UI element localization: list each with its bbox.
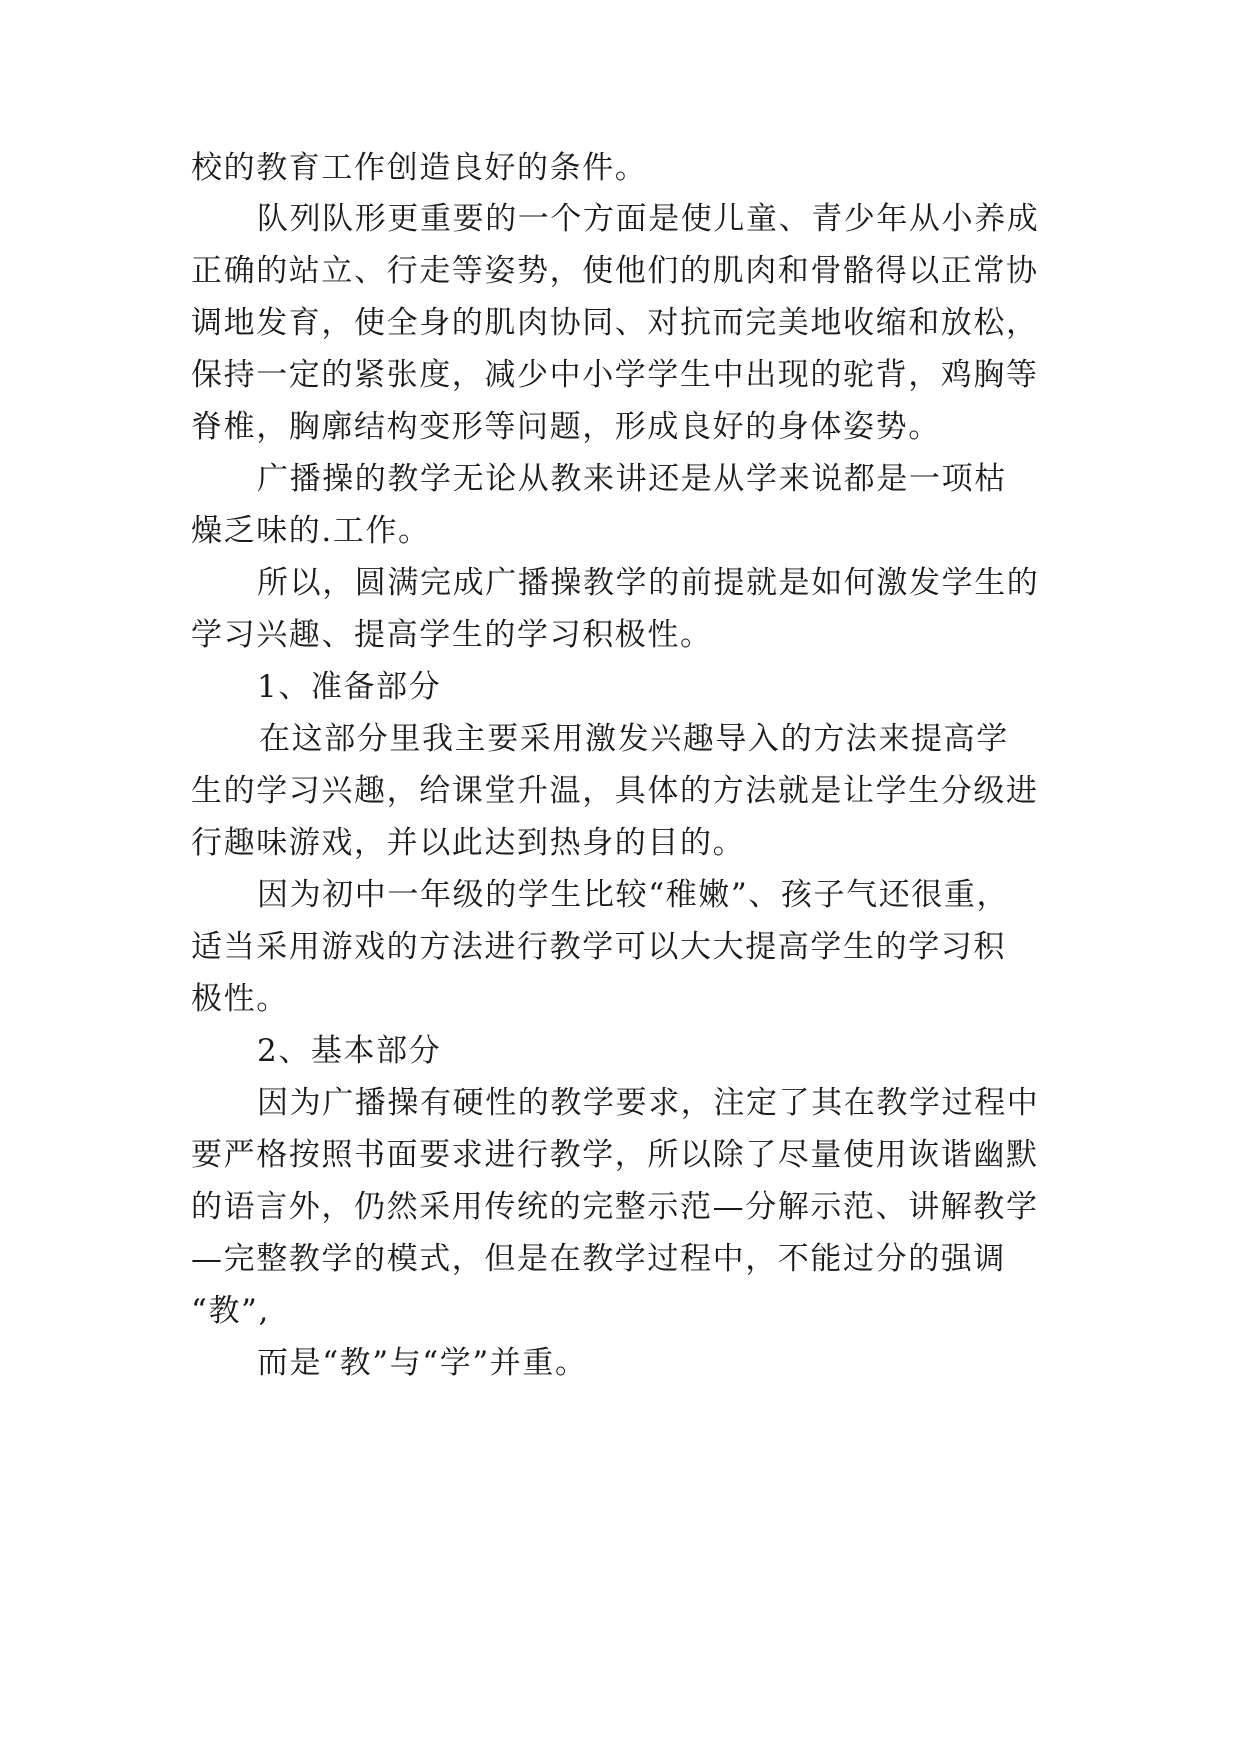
text-line: 保持一定的紧张度，减少中小学学生中出现的驼背，鸡胸等 <box>191 357 1039 393</box>
text-line: 学习兴趣、提高学生的学习积极性。 <box>191 617 713 653</box>
text-line: 因为广播操有硬性的教学要求，注定了其在教学过程中 <box>257 1085 1040 1121</box>
text-line: 燥乏味的.工作。 <box>191 513 431 549</box>
text-line: 而是“教”与“学”并重。 <box>257 1345 588 1381</box>
section-heading: 2、基本部分 <box>257 1033 442 1069</box>
text-line: 调地发育，使全身的肌肉协同、对抗而完美地收缩和放松， <box>191 305 1039 341</box>
text-line: 生的学习兴趣，给课堂升温，具体的方法就是让学生分级进 <box>191 773 1039 809</box>
text-line: 极性。 <box>191 981 289 1017</box>
text-line: “教”, <box>191 1293 270 1329</box>
text-line: 在这部分里我主要采用激发兴趣导入的方法来提高学 <box>259 721 1009 757</box>
text-line: 行趣味游戏，并以此达到热身的目的。 <box>191 825 746 861</box>
text-line: 正确的站立、行走等姿势，使他们的肌肉和骨骼得以正常协 <box>191 253 1039 289</box>
text-line: 因为初中一年级的学生比较“稚嫩”、孩子气还很重， <box>257 877 1010 913</box>
text-line: 要严格按照书面要求进行教学，所以除了尽量使用诙谐幽默 <box>191 1137 1039 1173</box>
text-line: 校的教育工作创造良好的条件。 <box>191 150 648 186</box>
text-line: 广播操的教学无论从教来讲还是从学来说都是一项枯 <box>257 461 1007 497</box>
text-line: 的语言外，仍然采用传统的完整示范—分解示范、讲解教学 <box>191 1189 1039 1225</box>
text-line: 脊椎，胸廓结构变形等问题，形成良好的身体姿势。 <box>191 409 941 445</box>
text-line: 适当采用游戏的方法进行教学可以大大提高学生的学习积 <box>191 929 1006 965</box>
text-line: 队列队形更重要的一个方面是使儿童、青少年从小养成 <box>257 201 1040 237</box>
text-line: —完整教学的模式，但是在教学过程中，不能过分的强调 <box>191 1241 1006 1277</box>
section-heading: 1、准备部分 <box>257 669 442 705</box>
text-line: 所以，圆满完成广播操教学的前提就是如何激发学生的 <box>257 565 1040 601</box>
